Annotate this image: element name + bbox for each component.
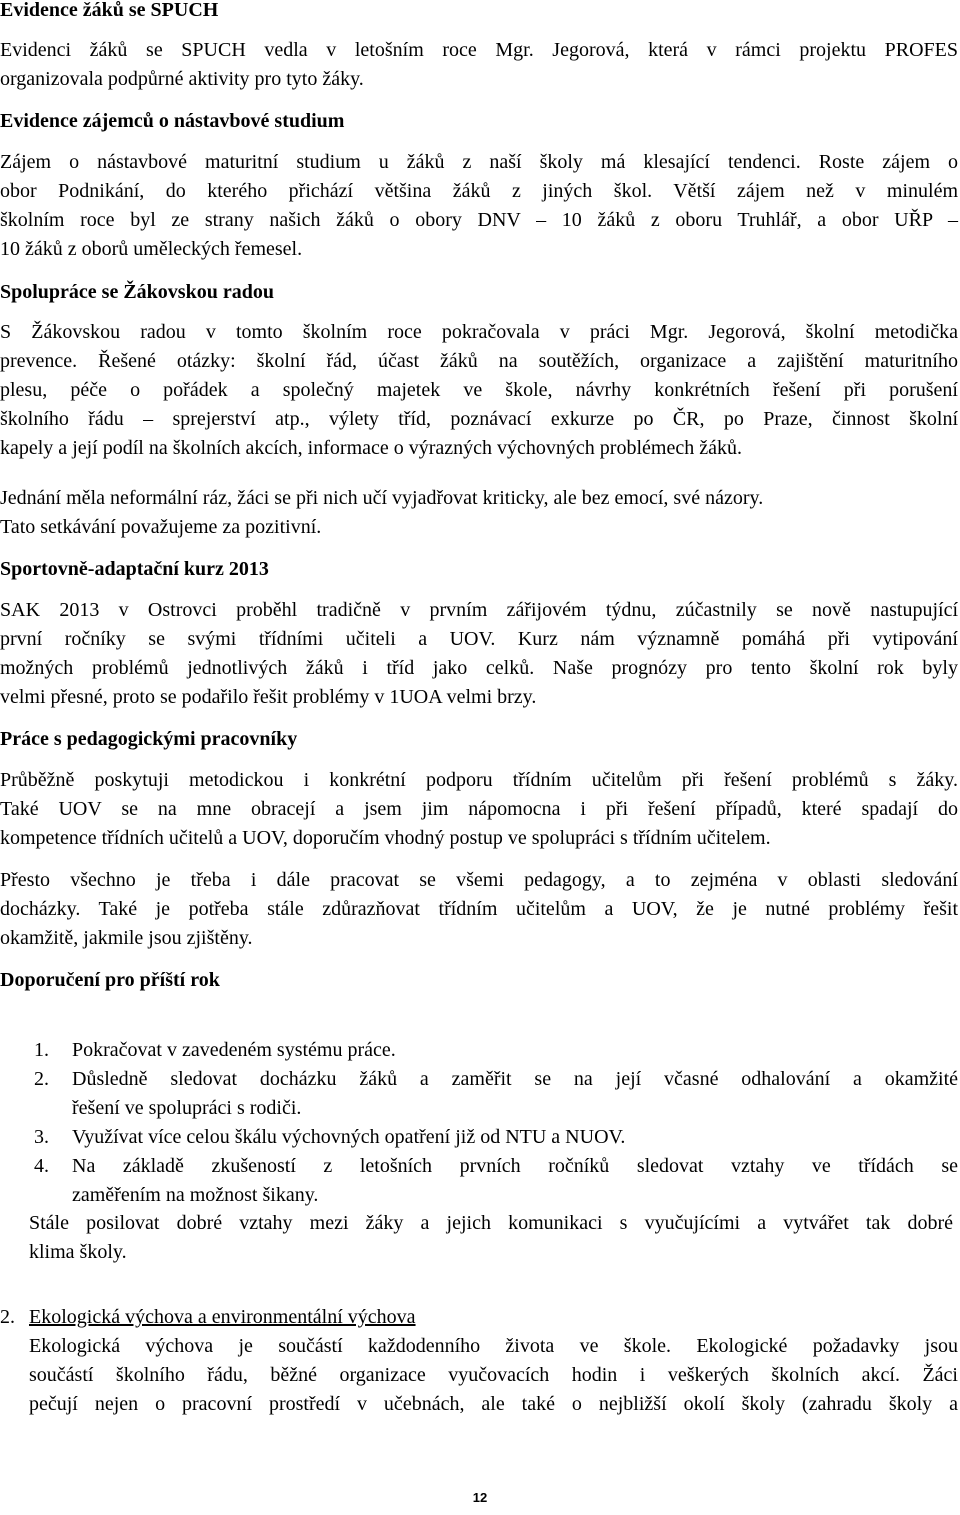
text-line: prevence. Řešené otázky: školní řád, účast žáků na soutěžích, organizace a zajištění maturitního [0,350,958,372]
list-number: 1. [34,1039,49,1061]
list-number: 2. [34,1068,49,1090]
text-line: Průběžně poskytuji metodickou i konkrétní podporu třídním učitelům při řešení problémů s žáky. [0,769,958,791]
heading-ekologicka [0,1303,958,1332]
text-line: pečují nejen o pracovní prostředí v učebnách, ale také o nejbližší okolí školy (zahradu školy a [29,1393,958,1415]
paragraph-spuch [0,36,958,94]
section-title: Ekologická výchova a environmentální výchova [29,1306,416,1328]
text-line: Zájem o nástavbové maturitní studium u žáků z naší školy má klesající tendenci. Roste zájem o [0,151,958,173]
text-line: Pokračovat v zavedeném systému práce. [72,1039,396,1061]
text-line: řešení ve spolupráci s rodiči. [72,1097,302,1119]
text-line: Stále posilovat dobré vztahy mezi žáky a jejich komunikaci s vyučujícími a vytvářet tak dobré [29,1212,953,1234]
text-line: školním roce byl ze strany našich žáků o obory DNV – 10 žáků z oboru Truhlář, a obor UŘP – [0,209,958,231]
text-line: organizovala podpůrné aktivity pro tyto žáky. [0,68,364,90]
paragraph-nastavbove [0,148,958,264]
text-line: okamžitě, jakmile jsou zjištěny. [0,927,253,949]
paragraph-ekologicka [29,1332,958,1419]
paragraph-doporuceni-closing [29,1209,953,1267]
paragraph-sak [0,596,958,712]
text-line: Využívat více celou škálu výchovných opatření již od NTU a NUOV. [72,1126,626,1148]
heading-sak: Sportovně-adaptační kurz 2013 [0,558,269,580]
text-line: součástí školního řádu, běžné organizace vyučovacích hodin i veškerých školních akcí. Žáci [29,1364,958,1386]
text-line: 10 žáků z oborů uměleckých řemesel. [0,238,303,260]
text-line: Přesto všechno je třeba i dále pracovat se všemi pedagogy, a to zejména v oblasti sledování [0,869,958,891]
text-line: školního řádu – sprejerství atp., výlety tříd, poznávací exkurze po ČR, po Praze, činnost školní [0,408,958,430]
text-line: Také UOV se na mne obracejí a jsem jim nápomocna i při řešení případů, které spadají do [0,798,958,820]
text-line: kapely a její podíl na školních akcích, informace o výrazných výchovných problémech žáků. [0,437,742,459]
text-line: kompetence třídních učitelů a UOV, doporučím vhodný postup ve spolupráci s třídním učitelem. [0,827,771,849]
heading-nastavbove: Evidence zájemců o nástavbové studium [0,110,345,132]
text-line: Tato setkávání považujeme za pozitivní. [0,516,322,538]
paragraph-zakovska-rada [0,318,958,463]
section-number: 2. [0,1306,15,1328]
text-line: Důsledně sledovat docházku žáků a zaměřit se na její včasné odhalování a okamžité [72,1068,958,1090]
list-number: 3. [34,1126,49,1148]
paragraph-zakovska-jednani [0,484,958,542]
text-line: Ekologická výchova je součástí každodenního života ve škole. Ekologické požadavky jsou [29,1335,958,1357]
text-line: SAK 2013 v Ostrovci proběhl tradičně v prvním zářijovém týdnu, zúčastnily se nově nastupující [0,599,958,621]
text-line: S Žákovskou radou v tomto školním roce pokračovala v práci Mgr. Jegorová, školní metodička [0,321,958,343]
text-line: docházky. Také je potřeba stále zdůrazňovat třídním učitelům a UOV, že je nutné problémy řešit [0,898,958,920]
text-line: plesu, péče o pořádek a společný majetek ve škole, návrhy konkrétních řešení při porušení [0,379,958,401]
text-line: možných problémů jednotlivých žáků i tříd jako celků. Naše prognózy pro tento školní rok byly [0,657,958,679]
text-line: zaměřením na možnost šikany. [72,1184,319,1206]
heading-spuch: Evidence žáků se SPUCH [0,0,219,21]
text-line: Na základě zkušeností z letošních prvních ročníků sledovat vztahy ve třídách se [72,1155,958,1177]
text-line: Evidenci žáků se SPUCH vedla v letošním roce Mgr. Jegorová, která v rámci projektu PROFES [0,39,958,61]
page-number: 12 [472,1490,488,1505]
text-line: velmi přesné, proto se podařilo řešit problémy v 1UOA velmi brzy. [0,686,537,708]
heading-pedagog: Práce s pedagogickými pracovníky [0,728,298,750]
text-line: první ročníky se svými třídními učiteli a UOV. Kurz nám významně pomáhá při vytipování [0,628,958,650]
list-number: 4. [34,1155,49,1177]
text-line: Jednání měla neformální ráz, žáci se při nich učí vyjadřovat kriticky, ale bez emocí, své názory. [0,487,764,509]
heading-zakovska-rada: Spolupráce se Žákovskou radou [0,281,274,303]
text-line: klima školy. [29,1241,127,1263]
paragraph-pedagog-presto [0,866,958,953]
text-line: obor Podnikání, do kterého přichází většina žáků z jiných škol. Větší zájem než v minulém [0,180,958,202]
heading-doporuceni: Doporučení pro příští rok [0,969,220,991]
paragraph-pedagog [0,766,958,853]
